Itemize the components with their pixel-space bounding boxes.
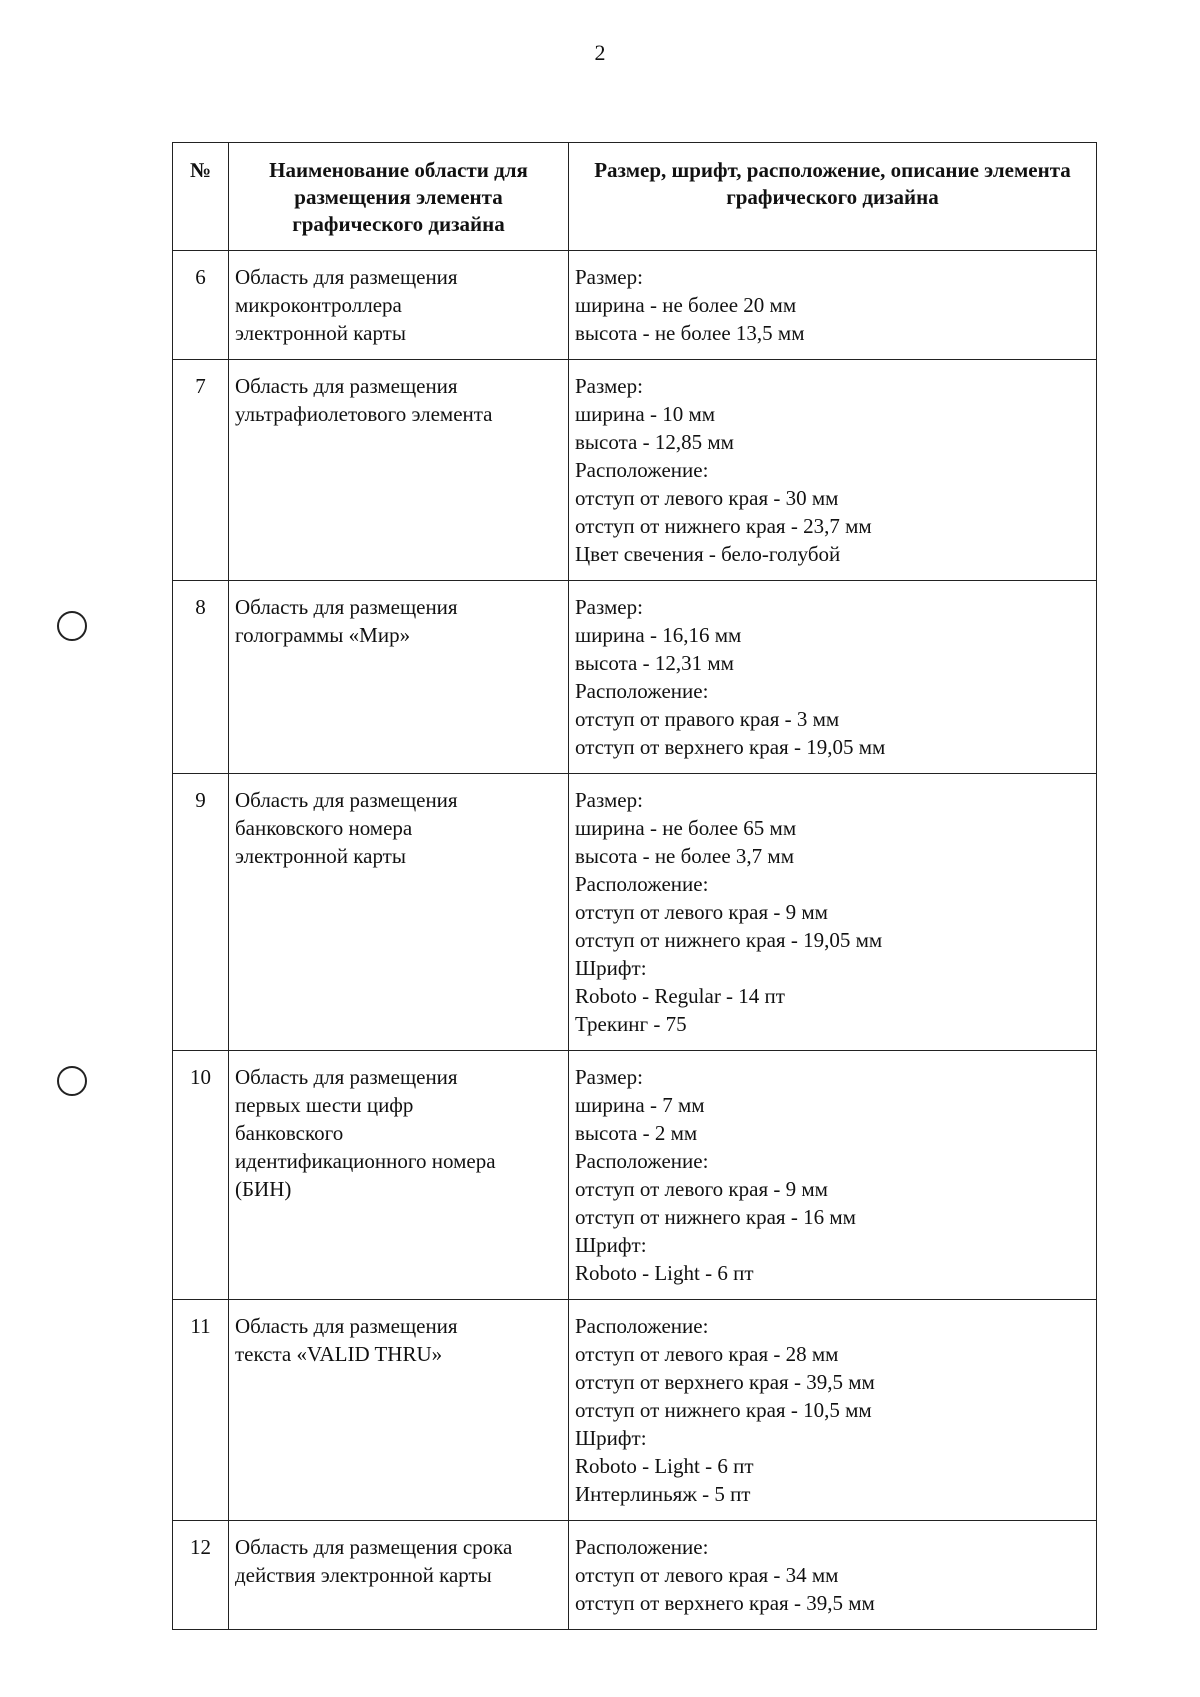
description-line: отступ от правого края - 3 мм [575, 707, 840, 731]
row-number: 12 [173, 1521, 229, 1630]
description-line: Расположение: [575, 1149, 709, 1173]
row-number: 9 [173, 774, 229, 1051]
row-number: 7 [173, 360, 229, 581]
table-row [173, 251, 1097, 360]
row-number: 8 [173, 581, 229, 774]
table-row [173, 1051, 1097, 1300]
row-description [569, 1051, 1097, 1300]
description-line: Расположение: [575, 679, 709, 703]
description-line: высота - не более 13,5 мм [575, 321, 805, 345]
row-description [569, 581, 1097, 774]
description-line: Размер: [575, 788, 643, 812]
row-number: 11 [173, 1300, 229, 1521]
description-line: Расположение: [575, 1535, 709, 1559]
table-row [173, 1521, 1097, 1630]
design-elements-table [172, 142, 1097, 1630]
header-area-name: Наименование области для размещения элемента графического дизайна [229, 143, 569, 251]
description-line: Roboto - Light - 6 пт [575, 1454, 754, 1478]
description-line: Шрифт: [575, 956, 647, 980]
description-line: Шрифт: [575, 1426, 647, 1450]
description-line: Интерлиньяж - 5 пт [575, 1482, 751, 1506]
description-line: Размер: [575, 374, 643, 398]
table-header-row [173, 143, 1097, 251]
description-line: отступ от левого края - 28 мм [575, 1342, 839, 1366]
description-line: ширина - не более 65 мм [575, 816, 797, 840]
row-description [569, 360, 1097, 581]
row-number: 10 [173, 1051, 229, 1300]
row-area-name: Область для размещения микроконтроллера электронной карты [229, 251, 569, 360]
header-number: № [173, 143, 229, 251]
punch-hole-icon [57, 611, 87, 641]
page-number: 2 [594, 40, 606, 65]
description-line: Размер: [575, 595, 643, 619]
description-line: отступ от нижнего края - 10,5 мм [575, 1398, 872, 1422]
description-line: Размер: [575, 265, 643, 289]
description-line: Цвет свечения - бело-голубой [575, 542, 841, 566]
description-line: отступ от верхнего края - 39,5 мм [575, 1370, 875, 1394]
row-area-name: Область для размещения текста «VALID THRU» [229, 1300, 569, 1521]
table-row [173, 1300, 1097, 1521]
table-row [173, 774, 1097, 1051]
row-area-name: Область для размещения голограммы «Мир» [229, 581, 569, 774]
row-area-name: Область для размещения первых шести цифр банковского идентификационного номера (БИН) [229, 1051, 569, 1300]
row-description [569, 251, 1097, 360]
table-body [173, 251, 1097, 1630]
description-line: ширина - 10 мм [575, 402, 716, 426]
row-area-name: Область для размещения банковского номера электронной карты [229, 774, 569, 1051]
row-description [569, 1521, 1097, 1630]
header-description: Размер, шрифт, расположение, описание элемента графического дизайна [569, 143, 1097, 251]
description-line: ширина - не более 20 мм [575, 293, 797, 317]
description-line: Расположение: [575, 1314, 709, 1338]
table-row [173, 581, 1097, 774]
description-line: ширина - 16,16 мм [575, 623, 742, 647]
description-line: отступ от нижнего края - 19,05 мм [575, 928, 883, 952]
table-row [173, 360, 1097, 581]
description-line: отступ от нижнего края - 16 мм [575, 1205, 856, 1229]
row-number: 6 [173, 251, 229, 360]
row-area-name: Область для размещения срока действия электронной карты [229, 1521, 569, 1630]
description-line: отступ от левого края - 30 мм [575, 486, 839, 510]
row-area-name: Область для размещения ультрафиолетового элемента [229, 360, 569, 581]
description-line: Трекинг - 75 [575, 1012, 687, 1036]
description-line: высота - 12,85 мм [575, 430, 734, 454]
description-line: высота - 12,31 мм [575, 651, 734, 675]
description-line: отступ от нижнего края - 23,7 мм [575, 514, 872, 538]
description-line: Roboto - Regular - 14 пт [575, 984, 785, 1008]
description-line: Шрифт: [575, 1233, 647, 1257]
description-line: отступ от верхнего края - 19,05 мм [575, 735, 886, 759]
description-line: Расположение: [575, 872, 709, 896]
description-line: отступ от левого края - 34 мм [575, 1563, 839, 1587]
row-description [569, 1300, 1097, 1521]
description-line: отступ от левого края - 9 мм [575, 1177, 828, 1201]
description-line: высота - 2 мм [575, 1121, 698, 1145]
description-line: отступ от левого края - 9 мм [575, 900, 828, 924]
row-description [569, 774, 1097, 1051]
description-line: Roboto - Light - 6 пт [575, 1261, 754, 1285]
description-line: Размер: [575, 1065, 643, 1089]
description-line: отступ от верхнего края - 39,5 мм [575, 1591, 875, 1615]
description-line: ширина - 7 мм [575, 1093, 705, 1117]
description-line: Расположение: [575, 458, 709, 482]
description-line: высота - не более 3,7 мм [575, 844, 794, 868]
punch-hole-icon [57, 1066, 87, 1096]
